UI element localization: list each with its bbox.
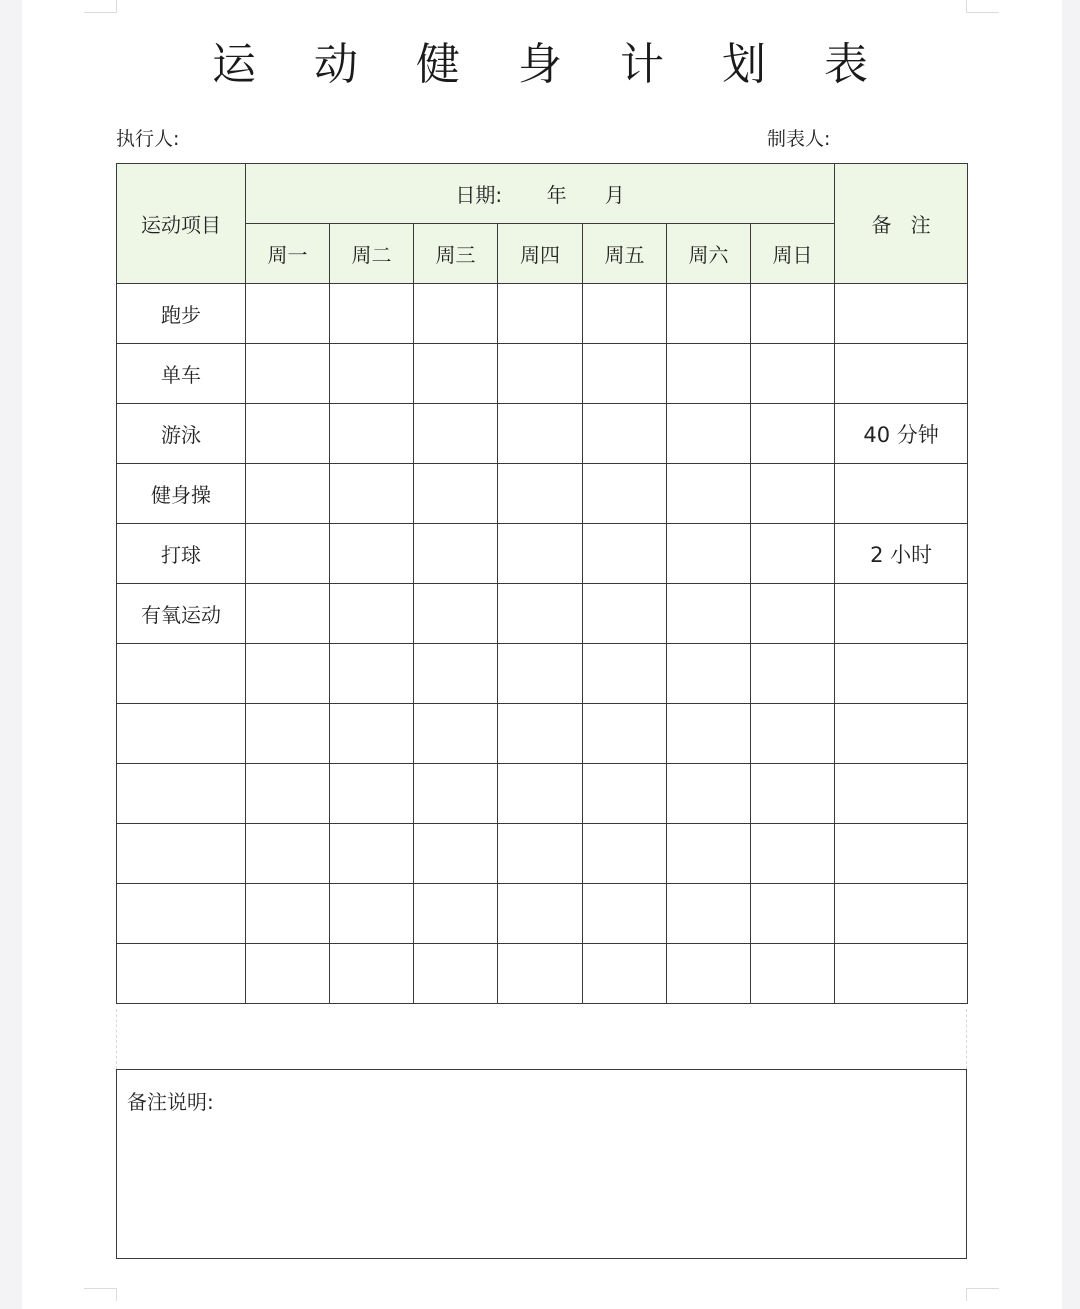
schedule-cell[interactable] [330, 344, 414, 404]
schedule-cell[interactable] [667, 464, 751, 524]
schedule-cell[interactable] [414, 584, 498, 644]
schedule-cell[interactable] [498, 584, 583, 644]
remarks-label: 备注说明: [127, 1090, 214, 1114]
note-cell[interactable] [835, 824, 968, 884]
schedule-cell[interactable] [751, 824, 835, 884]
schedule-cell[interactable] [751, 944, 835, 1004]
schedule-cell[interactable] [330, 464, 414, 524]
schedule-cell[interactable] [246, 404, 330, 464]
schedule-cell[interactable] [751, 644, 835, 704]
day-header-cell: 周六 [667, 224, 751, 284]
page-corner-mark [966, 1288, 999, 1301]
schedule-cell[interactable] [667, 944, 751, 1004]
schedule-cell[interactable] [498, 464, 583, 524]
schedule-cell[interactable] [246, 644, 330, 704]
schedule-cell[interactable] [414, 644, 498, 704]
schedule-cell[interactable] [414, 464, 498, 524]
schedule-cell[interactable] [246, 884, 330, 944]
remarks-box[interactable] [116, 1069, 967, 1259]
table-row [117, 464, 968, 524]
exercise-item-cell[interactable]: 跑步 [117, 284, 246, 344]
schedule-cell[interactable] [583, 524, 667, 584]
schedule-cell[interactable] [414, 704, 498, 764]
maker-label: 制表人: [767, 128, 831, 150]
note-cell[interactable]: 40 分钟 [835, 404, 968, 464]
exercise-item-cell[interactable] [117, 764, 246, 824]
day-header-cell: 周日 [751, 224, 835, 284]
exercise-item-cell[interactable] [117, 824, 246, 884]
schedule-cell[interactable] [414, 284, 498, 344]
table-row [117, 824, 968, 884]
schedule-cell[interactable] [246, 944, 330, 1004]
exercise-item-cell[interactable] [117, 644, 246, 704]
page-corner-mark [84, 1288, 117, 1301]
schedule-cell[interactable] [667, 404, 751, 464]
schedule-cell[interactable] [583, 404, 667, 464]
page-corner-mark [966, 0, 999, 13]
note-header-cell: 备 注 [835, 164, 968, 284]
schedule-cell[interactable] [498, 644, 583, 704]
exercise-item-cell[interactable]: 健身操 [117, 464, 246, 524]
schedule-cell[interactable] [751, 524, 835, 584]
note-cell[interactable]: 2 小时 [835, 524, 968, 584]
schedule-cell[interactable] [330, 824, 414, 884]
schedule-cell[interactable] [751, 764, 835, 824]
schedule-cell[interactable] [583, 764, 667, 824]
schedule-cell[interactable] [246, 524, 330, 584]
table-row [117, 404, 968, 464]
note-cell[interactable] [835, 464, 968, 524]
exercise-item-cell[interactable]: 打球 [117, 524, 246, 584]
exercise-item-cell[interactable]: 单车 [117, 344, 246, 404]
schedule-cell[interactable] [498, 764, 583, 824]
schedule-cell[interactable] [751, 704, 835, 764]
table-row [117, 884, 968, 944]
schedule-cell[interactable] [751, 404, 835, 464]
schedule-cell[interactable] [330, 884, 414, 944]
schedule-cell[interactable] [330, 764, 414, 824]
note-cell[interactable] [835, 944, 968, 1004]
exercise-item-cell[interactable] [117, 944, 246, 1004]
date-header-cell: 日期: 年 月 [246, 164, 835, 224]
exercise-item-cell[interactable] [117, 884, 246, 944]
schedule-cell[interactable] [330, 704, 414, 764]
schedule-cell[interactable] [330, 944, 414, 1004]
table-row [117, 344, 968, 404]
table-row [117, 644, 968, 704]
schedule-cell[interactable] [330, 584, 414, 644]
schedule-cell[interactable] [751, 464, 835, 524]
schedule-cell[interactable] [583, 584, 667, 644]
schedule-cell[interactable] [751, 284, 835, 344]
schedule-cell[interactable] [498, 944, 583, 1004]
note-cell[interactable] [835, 284, 968, 344]
spacer-guides [116, 1009, 967, 1069]
note-cell[interactable] [835, 884, 968, 944]
schedule-cell[interactable] [667, 824, 751, 884]
document-title: 运 动 健 身 计 划 表 [212, 39, 890, 90]
schedule-cell[interactable] [246, 764, 330, 824]
schedule-cell[interactable] [414, 344, 498, 404]
schedule-cell[interactable] [246, 464, 330, 524]
schedule-cell[interactable] [330, 404, 414, 464]
table-row [117, 524, 968, 584]
schedule-cell[interactable] [751, 884, 835, 944]
table-row [117, 704, 968, 764]
schedule-cell[interactable] [414, 404, 498, 464]
schedule-cell[interactable] [583, 464, 667, 524]
schedule-cell[interactable] [667, 344, 751, 404]
schedule-cell[interactable] [330, 284, 414, 344]
schedule-cell[interactable] [667, 284, 751, 344]
schedule-cell[interactable] [246, 824, 330, 884]
schedule-cell[interactable] [414, 944, 498, 1004]
exercise-item-cell[interactable]: 游泳 [117, 404, 246, 464]
schedule-cell[interactable] [583, 824, 667, 884]
exercise-plan-table [116, 163, 968, 1004]
note-cell[interactable] [835, 584, 968, 644]
schedule-cell[interactable] [246, 344, 330, 404]
schedule-cell[interactable] [246, 704, 330, 764]
schedule-cell[interactable] [751, 584, 835, 644]
day-header-cell: 周五 [583, 224, 667, 284]
schedule-cell[interactable] [498, 524, 583, 584]
note-cell[interactable] [835, 644, 968, 704]
schedule-cell[interactable] [414, 884, 498, 944]
note-cell[interactable] [835, 344, 968, 404]
day-header-cell: 周一 [246, 224, 330, 284]
schedule-cell[interactable] [667, 884, 751, 944]
schedule-cell[interactable] [667, 764, 751, 824]
schedule-cell[interactable] [667, 524, 751, 584]
executor-label: 执行人: [116, 128, 180, 150]
day-header-cell: 周二 [330, 224, 414, 284]
schedule-cell[interactable] [246, 584, 330, 644]
schedule-cell[interactable] [583, 944, 667, 1004]
schedule-cell[interactable] [246, 284, 330, 344]
schedule-cell[interactable] [498, 884, 583, 944]
schedule-cell[interactable] [498, 704, 583, 764]
schedule-cell[interactable] [667, 584, 751, 644]
item-header-cell: 运动项目 [117, 164, 246, 284]
note-cell[interactable] [835, 704, 968, 764]
schedule-cell[interactable] [583, 284, 667, 344]
schedule-cell[interactable] [667, 644, 751, 704]
schedule-cell[interactable] [583, 644, 667, 704]
page-corner-mark [84, 0, 117, 13]
schedule-cell[interactable] [498, 284, 583, 344]
schedule-cell[interactable] [414, 824, 498, 884]
schedule-cell[interactable] [498, 404, 583, 464]
schedule-cell[interactable] [330, 524, 414, 584]
note-cell[interactable] [835, 764, 968, 824]
schedule-cell[interactable] [751, 344, 835, 404]
schedule-cell[interactable] [414, 764, 498, 824]
table-row [117, 764, 968, 824]
day-header-cell: 周四 [498, 224, 583, 284]
schedule-cell[interactable] [414, 524, 498, 584]
exercise-item-cell[interactable]: 有氧运动 [117, 584, 246, 644]
day-header-cell: 周三 [414, 224, 498, 284]
exercise-item-cell[interactable] [117, 704, 246, 764]
schedule-cell[interactable] [330, 644, 414, 704]
table-row [117, 944, 968, 1004]
schedule-cell[interactable] [667, 704, 751, 764]
schedule-cell[interactable] [498, 824, 583, 884]
schedule-cell[interactable] [583, 704, 667, 764]
table-row [117, 584, 968, 644]
schedule-cell[interactable] [583, 884, 667, 944]
table-row [117, 284, 968, 344]
schedule-cell[interactable] [583, 344, 667, 404]
schedule-cell[interactable] [498, 344, 583, 404]
